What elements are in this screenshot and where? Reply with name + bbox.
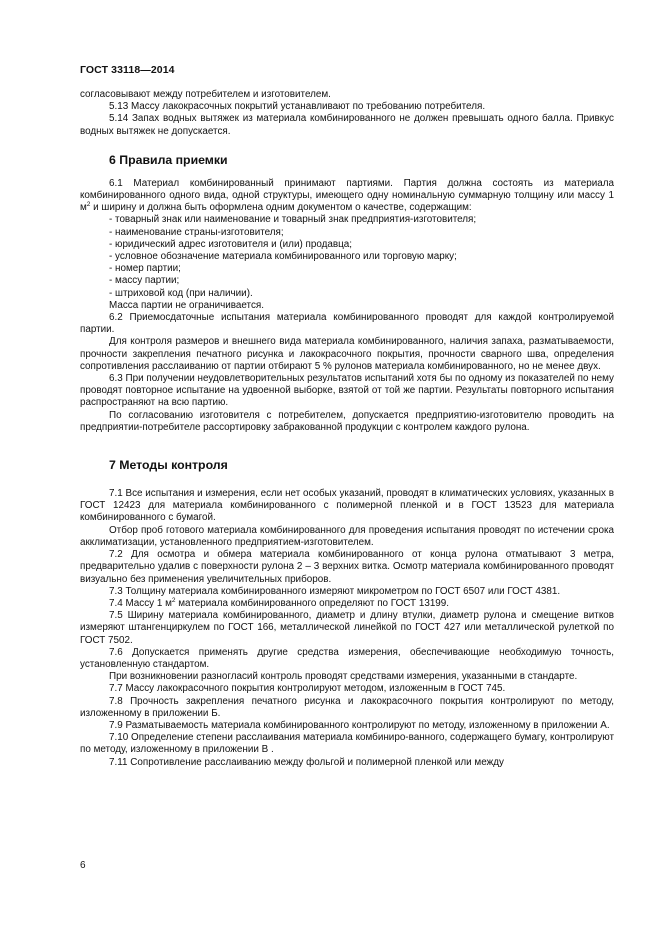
paragraph-7-3: 7.3 Толщину материала комбинированного измеряют микрометром по ГОСТ 6507 или ГОСТ 4381. [109, 585, 561, 597]
batch-mass-note: Масса партии не ограничивается. [109, 299, 264, 311]
list-item: - товарный знак или наименование и товарный знак предприятия-изготовителя; [109, 214, 477, 226]
standard-header: ГОСТ 33118—2014 [80, 64, 175, 76]
document-body [80, 89, 614, 769]
page-number: 6 [80, 860, 86, 871]
paragraph-6-2-control: Для контроля размеров и внешнего вида материала комбинированного, наличия запаха, разматываемости, прочности закрепления печатного рисунка и лакокрасочного покрытия, прочности сварного шва, определения сопротивления расслаиванию от партии отбирают 5 % рулонов материала комбинированного, но не менее двух. [80, 336, 614, 372]
paragraph-7-6: 7.6 Допускается применять другие средства измерения, обеспечивающие необходимую точность, установленную стандартом. [80, 646, 614, 670]
paragraph-7-9: 7.9 Разматываемость материала комбинированного контролируют по методу, изложенному в приложении А. [109, 719, 610, 731]
section-7-heading: 7 Методы контроля [109, 458, 228, 473]
continued-paragraph: согласовывают между потребителем и изготовителем. [80, 89, 331, 100]
paragraph-7-1: 7.1 Все испытания и измерения, если нет особых указаний, проводят в климатических условиях, указанных в ГОСТ 12423 для материала комбинированного с полимерной пленкой и в ГОСТ 13523 для материала комбинированного с бумагой. [80, 488, 614, 524]
list-item: - юридический адрес изготовителя и (или) продавца; [109, 238, 352, 250]
paragraph-7-1-sampling: Отбор проб готового материала комбинированного для проведения испытания проводят по истечении срока акклиматизации, установленного предприятием-изготовителем. [80, 524, 614, 548]
paragraph-7-6-disputes: При возникновении разногласий контроль проводят средствами измерения, указанными в стандарте. [109, 671, 578, 683]
section-6-heading: 6 Правила приемки [109, 152, 228, 167]
superscript-square: 2 [171, 596, 176, 604]
paragraph-5-14: 5.14 Запах водных вытяжек из материала комбинированного не должен превышать одного балла. Привкус водных вытяжек не допускается. [80, 113, 614, 137]
paragraph-6-2: 6.2 Приемосдаточные испытания материала комбинированного проводят для каждой контролируемой партии. [80, 312, 614, 336]
list-item: - штриховой код (при наличии). [109, 287, 253, 299]
paragraph-6-3: 6.3 При получении неудовлетворительных результатов испытаний хотя бы по одному из показателей по нему проводят повторное испытание на удвоенной выборке, взятой от той же партии. Результаты повторного испытания распространяют на всю партию. [80, 373, 614, 409]
superscript-square: 2 [86, 201, 91, 209]
paragraph-6-3-agreement: По согласованию изготовителя с потребителем, допускается предприятию-изготовителю проводить на предприятии-потребителе рассортировку забракованной продукции с контролем каждого рулона. [80, 409, 614, 433]
paragraph-6-1-text-a: 6.1 Материал комбинированный принимают партиями. Партия должна состоять из материала комбинированного одного вида, одной структуры, имеющего одну номинальную суммарную толщину или массу 1 м [80, 177, 614, 214]
paragraph-7-4-text-b: материала комбинированного определяют по ГОСТ 13199. [175, 597, 450, 609]
paragraph-7-10: 7.10 Определение степени расслаивания материала комбиниро-ванного, содержащего бумагу, контролируют по методу, изложенному в приложении В . [80, 732, 614, 756]
list-item: - номер партии; [109, 263, 181, 275]
paragraph-7-7: 7.7 Массу лакокрасочного покрытия контролируют методом, изложенным в ГОСТ 745. [109, 683, 506, 695]
list-item: - наименование страны-изготовителя; [109, 226, 284, 238]
paragraph-7-4-text-a: 7.4 Массу 1 м [109, 597, 172, 609]
list-item: - условное обозначение материала комбинированного или торговую марку; [109, 251, 457, 263]
paragraph-6-1-text-b: и ширину и должна быть оформлена одним документом о качестве, содержащим: [90, 202, 472, 214]
paragraph-7-4 [80, 598, 614, 610]
paragraph-7-8: 7.8 Прочность закрепления печатного рисунка и лакокрасочного покрытия контролируют по методу, изложенному в приложении Б. [80, 695, 614, 719]
paragraph-5-13: 5.13 Массу лакокрасочных покрытий устанавливают по требованию потребителя. [109, 101, 486, 113]
paragraph-7-11: 7.11 Сопротивление расслаиванию между фольгой и полимерной пленкой или между [109, 756, 504, 768]
list-item: - массу партии; [109, 275, 180, 287]
paragraph-7-2: 7.2 Для осмотра и обмера материала комбинированного от конца рулона отматывают 3 метра, предварительно удалив с поверхности рулона 2 – 3 верхних витка. Осмотр материала комбинированного проводят визуально без применения увеличительных приборов. [80, 549, 614, 585]
paragraph-7-5: 7.5 Ширину материала комбинированного, диаметр и длину втулки, диаметр рулона и смещение витков измеряют штангенциркулем по ГОСТ 166, металлической линейкой по ГОСТ 427 или металлической рулеткой по ГОСТ 7502. [80, 610, 614, 646]
paragraph-6-1 [80, 178, 614, 215]
